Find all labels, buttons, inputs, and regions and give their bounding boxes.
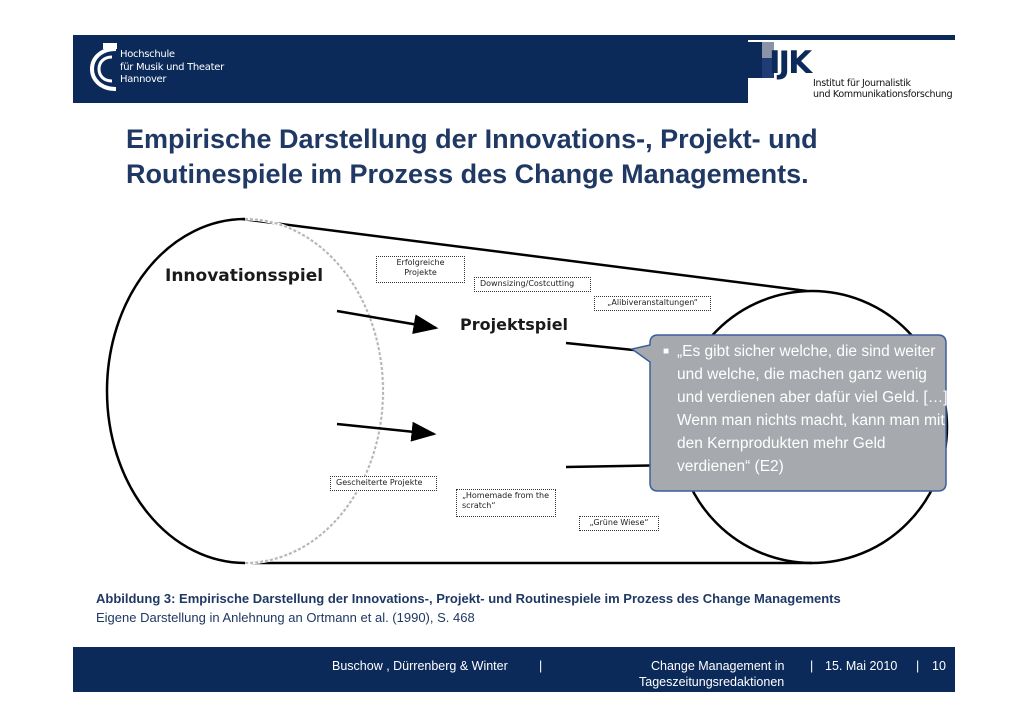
figure-caption (96, 589, 841, 627)
callout-quote (663, 340, 949, 478)
footer-topic-line-2: Tageszeitungsredaktionen (639, 675, 785, 689)
callout-quote-text: „Es gibt sicher welche, die sind weiter und welche, die machen ganz wenig und verdienen aber dafür viel Geld. […] Wenn man nichts macht, kann man mit den Kernprodukten mehr Geld verdienen“ (E2) (677, 343, 948, 475)
footer-separator: | (810, 659, 814, 673)
project-game-label: Projektspiel (460, 315, 569, 334)
box-alibi: „Alibiveranstaltungen“ (594, 296, 711, 311)
footer-date: 15. Mai 2010 (825, 659, 898, 673)
footer-authors: Buschow , Dürrenberg & Winter (332, 659, 508, 673)
caption-source: Eigene Darstellung in Anlehnung an Ortmann et al. (1990), S. 468 (96, 610, 475, 625)
title-line-1: Empirische Darstellung der Innovations-, Projekt- und (126, 124, 818, 154)
footer-topic-line-1: Change Management in (651, 659, 785, 673)
footer-separator: | (539, 659, 543, 673)
box-homemade: „Homemade from the scratch“ (456, 489, 556, 517)
box-downsizing: Downsizing/Costcutting (474, 277, 591, 292)
footer-separator: | (916, 659, 920, 673)
ijk-logo-mark: IJK (769, 45, 811, 81)
arrow-1 (337, 311, 436, 328)
footer-bar (73, 647, 955, 692)
caption-title: Abbildung 3: Empirische Darstellung der Innovations-, Projekt- und Routinespiele im Prozess des Change Managements (96, 591, 841, 606)
title-line-2: Routinespiele im Prozess des Change Managements. (126, 159, 809, 189)
box-failed-projects: Gescheiterte Projekte (330, 476, 437, 491)
box-successful-projects: Erfolgreiche Projekte (376, 256, 465, 283)
ijk-line-1: Institut für Journalistik (813, 78, 911, 89)
box-greenfield: „Grüne Wiese“ (579, 516, 659, 531)
logo-line-2: für Musik und Theater (120, 61, 224, 73)
square-bullet-icon: ■ (663, 346, 670, 357)
footer-page-number: 10 (932, 659, 946, 673)
logo-line-1: Hochschule (120, 49, 175, 60)
ijk-line-2: und Kommunikationsforschung (813, 89, 953, 100)
arrow-2 (337, 424, 434, 434)
innovation-game-label: Innovationsspiel (165, 266, 324, 286)
logo-line-3: Hannover (120, 74, 167, 85)
